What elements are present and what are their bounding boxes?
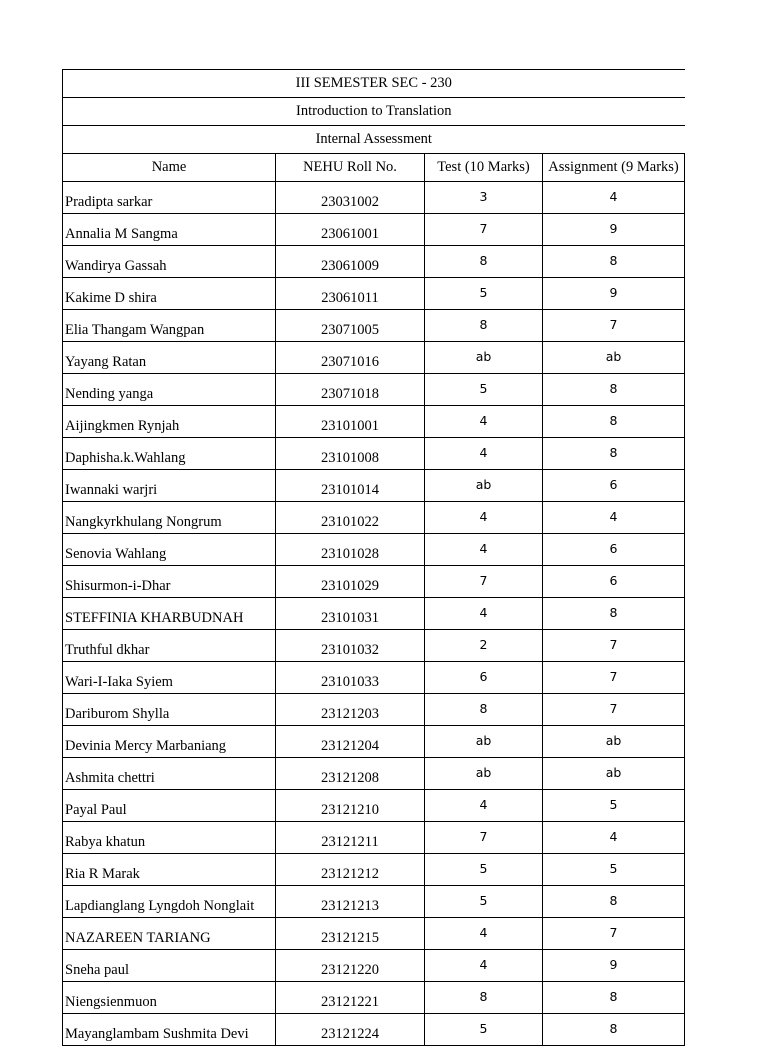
roll-number: 23101033 (276, 662, 425, 694)
table-row (63, 214, 685, 246)
test-mark: ab (425, 470, 543, 502)
assignment-mark: 8 (543, 982, 685, 1014)
assignment-mark: 8 (543, 886, 685, 918)
table-row (63, 662, 685, 694)
student-name: Devinia Mercy Marbaniang (63, 726, 276, 758)
assignment-mark: 7 (543, 918, 685, 950)
test-mark: 6 (425, 662, 543, 694)
table-row (63, 534, 685, 566)
roll-number: 23061001 (276, 214, 425, 246)
test-mark: 4 (425, 950, 543, 982)
student-name: NAZAREEN TARIANG (63, 918, 276, 950)
roll-number: 23061009 (276, 246, 425, 278)
table-row (63, 694, 685, 726)
table-row (63, 790, 685, 822)
assignment-mark: 7 (543, 694, 685, 726)
assignment-mark: 8 (543, 406, 685, 438)
roll-number: 23121224 (276, 1014, 425, 1046)
roll-number: 23101001 (276, 406, 425, 438)
header-row-semester (63, 70, 685, 98)
test-mark: 7 (425, 214, 543, 246)
assignment-mark: 7 (543, 662, 685, 694)
roll-number: 23121211 (276, 822, 425, 854)
test-mark: 5 (425, 886, 543, 918)
student-name: Sneha paul (63, 950, 276, 982)
test-mark: 8 (425, 310, 543, 342)
roll-number: 23121203 (276, 694, 425, 726)
roll-number: 23121213 (276, 886, 425, 918)
test-mark: ab (425, 758, 543, 790)
assignment-mark: 8 (543, 598, 685, 630)
assignment-mark: 9 (543, 950, 685, 982)
test-mark: ab (425, 726, 543, 758)
test-mark: 8 (425, 246, 543, 278)
student-name: Kakime D shira (63, 278, 276, 310)
course-title: Introduction to Translation (63, 98, 685, 126)
assignment-mark: 7 (543, 310, 685, 342)
roll-number: 23101031 (276, 598, 425, 630)
student-name: Wari-I-Iaka Syiem (63, 662, 276, 694)
student-name: Truthful dkhar (63, 630, 276, 662)
semester-title: III SEMESTER SEC - 230 (63, 70, 685, 98)
student-name: Wandirya Gassah (63, 246, 276, 278)
test-mark: 5 (425, 1014, 543, 1046)
assignment-mark: 4 (543, 502, 685, 534)
assessment-table-body (63, 70, 685, 1046)
assignment-mark: 9 (543, 278, 685, 310)
roll-number: 23121220 (276, 950, 425, 982)
assignment-mark: 8 (543, 1014, 685, 1046)
table-row (63, 758, 685, 790)
assignment-mark: 6 (543, 534, 685, 566)
table-row (63, 822, 685, 854)
roll-number: 23101014 (276, 470, 425, 502)
student-name: Niengsienmuon (63, 982, 276, 1014)
roll-number: 23101029 (276, 566, 425, 598)
student-name: Payal Paul (63, 790, 276, 822)
assignment-mark: 8 (543, 246, 685, 278)
student-name: Aijingkmen Rynjah (63, 406, 276, 438)
table-row (63, 246, 685, 278)
table-row (63, 886, 685, 918)
student-name: Rabya khatun (63, 822, 276, 854)
roll-number: 23101008 (276, 438, 425, 470)
test-mark: 5 (425, 854, 543, 886)
table-row (63, 630, 685, 662)
student-name: Daphisha.k.Wahlang (63, 438, 276, 470)
roll-number: 23101032 (276, 630, 425, 662)
assessment-table (62, 69, 685, 1046)
student-name: Shisurmon-i-Dhar (63, 566, 276, 598)
roll-number: 23121221 (276, 982, 425, 1014)
assignment-mark: 5 (543, 854, 685, 886)
student-name: Senovia Wahlang (63, 534, 276, 566)
column-header-roll: NEHU Roll No. (276, 154, 425, 182)
column-header-row (63, 154, 685, 182)
test-mark: 4 (425, 918, 543, 950)
student-name: Pradipta sarkar (63, 182, 276, 214)
test-mark: 4 (425, 534, 543, 566)
assignment-mark: 8 (543, 438, 685, 470)
test-mark: ab (425, 342, 543, 374)
table-row (63, 1014, 685, 1046)
student-name: Ria R Marak (63, 854, 276, 886)
student-name: Annalia M Sangma (63, 214, 276, 246)
assessment-title: Internal Assessment (63, 126, 685, 154)
roll-number: 23061011 (276, 278, 425, 310)
table-row (63, 854, 685, 886)
roll-number: 23121208 (276, 758, 425, 790)
table-row (63, 598, 685, 630)
assignment-mark: ab (543, 342, 685, 374)
table-row (63, 406, 685, 438)
table-row (63, 374, 685, 406)
assignment-mark: 4 (543, 182, 685, 214)
assignment-mark: ab (543, 758, 685, 790)
student-name: Mayanglambam Sushmita Devi (63, 1014, 276, 1046)
roll-number: 23031002 (276, 182, 425, 214)
assignment-mark: ab (543, 726, 685, 758)
student-name: Lapdianglang Lyngdoh Nonglait (63, 886, 276, 918)
table-row (63, 502, 685, 534)
assignment-mark: 9 (543, 214, 685, 246)
table-row (63, 438, 685, 470)
roll-number: 23071016 (276, 342, 425, 374)
table-row (63, 310, 685, 342)
assignment-mark: 6 (543, 470, 685, 502)
test-mark: 4 (425, 598, 543, 630)
roll-number: 23121210 (276, 790, 425, 822)
table-row (63, 982, 685, 1014)
test-mark: 5 (425, 278, 543, 310)
test-mark: 3 (425, 182, 543, 214)
column-header-assignment: Assignment (9 Marks) (543, 154, 685, 182)
student-name: Yayang Ratan (63, 342, 276, 374)
test-mark: 7 (425, 822, 543, 854)
assignment-mark: 4 (543, 822, 685, 854)
table-row (63, 278, 685, 310)
test-mark: 4 (425, 790, 543, 822)
student-name: Nangkyrkhulang Nongrum (63, 502, 276, 534)
test-mark: 8 (425, 694, 543, 726)
student-name: Elia Thangam Wangpan (63, 310, 276, 342)
roll-number: 23071005 (276, 310, 425, 342)
table-row (63, 342, 685, 374)
student-name: STEFFINIA KHARBUDNAH (63, 598, 276, 630)
assignment-mark: 6 (543, 566, 685, 598)
table-row (63, 182, 685, 214)
assignment-mark: 7 (543, 630, 685, 662)
roll-number: 23121204 (276, 726, 425, 758)
table-row (63, 726, 685, 758)
column-header-name: Name (63, 154, 276, 182)
assignment-mark: 5 (543, 790, 685, 822)
roll-number: 23121215 (276, 918, 425, 950)
column-header-test: Test (10 Marks) (425, 154, 543, 182)
table-row (63, 918, 685, 950)
roll-number: 23121212 (276, 854, 425, 886)
student-name: Nending yanga (63, 374, 276, 406)
student-name: Ashmita chettri (63, 758, 276, 790)
table-row (63, 950, 685, 982)
test-mark: 2 (425, 630, 543, 662)
test-mark: 8 (425, 982, 543, 1014)
table-row (63, 470, 685, 502)
student-name: Iwannaki warjri (63, 470, 276, 502)
student-name: Dariburom Shylla (63, 694, 276, 726)
test-mark: 4 (425, 502, 543, 534)
roll-number: 23101022 (276, 502, 425, 534)
test-mark: 4 (425, 406, 543, 438)
header-row-course (63, 98, 685, 126)
test-mark: 4 (425, 438, 543, 470)
test-mark: 5 (425, 374, 543, 406)
assignment-mark: 8 (543, 374, 685, 406)
header-row-assessment (63, 126, 685, 154)
test-mark: 7 (425, 566, 543, 598)
roll-number: 23071018 (276, 374, 425, 406)
table-row (63, 566, 685, 598)
roll-number: 23101028 (276, 534, 425, 566)
